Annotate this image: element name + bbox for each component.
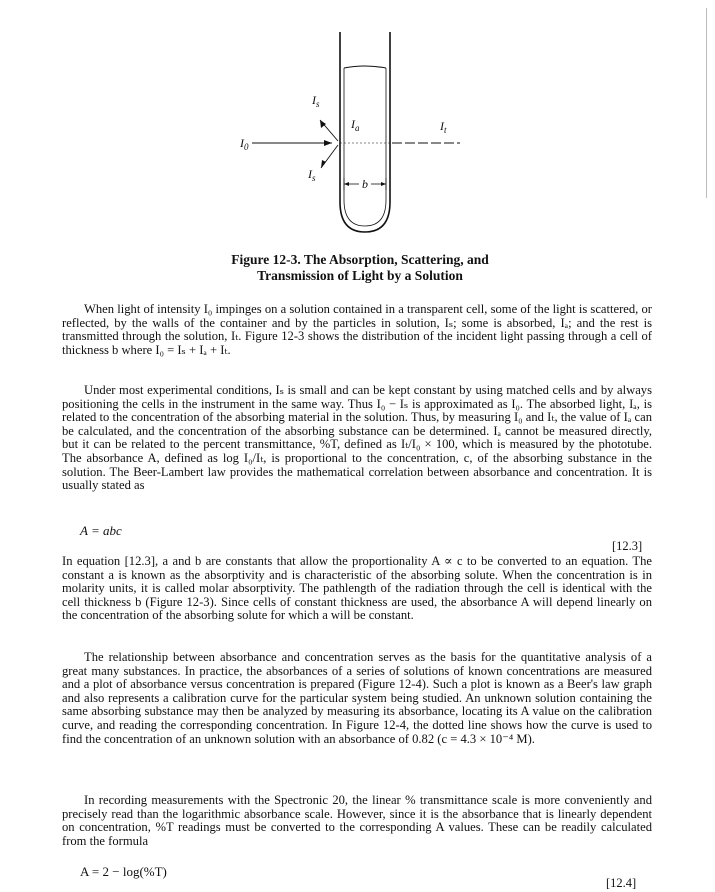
scattered-arrowhead-top <box>320 120 326 128</box>
paragraph-1 <box>62 303 652 357</box>
thickness-arrow-right <box>381 182 386 186</box>
equation-number-12-4: [12.4] <box>606 876 637 890</box>
label-is-bottom: $I_s$ <box>308 167 316 183</box>
paragraph-5 <box>62 794 652 848</box>
absorption-figure <box>220 20 460 245</box>
label-io: $I_0$ <box>240 136 249 152</box>
caption-line-2: Transmission of Light by a Solution <box>257 268 463 283</box>
paragraph-4-text: The relationship between absorbance and concentration serves as the basis for the quantitative analysis of a great many substances. In practice, the absorbances of a series of solutions of known concentrations are measured and a plot of absorbance versus concentration is prepared (Figure 12-4). Such a plot is known as a Beer's law graph and also represents a calibration curve for the particular system being studied. An unknown solution containing the same absorbing substance may then be analyzed by measuring its absorbance, locating its A value on the calibration curve, and reading the corresponding concentration. In Figure 12-4, the dotted line shows how the curve is used to find the concentration of an unknown solution with an absorbance of 0.82 (c = 4.3 × 10⁻⁴ M). <box>62 650 652 746</box>
thickness-arrow-left <box>344 182 349 186</box>
paragraph-3-text: In equation [12.3], a and b are constants that allow the proportionality A ∝ c to be converted to an equation. The constant a is known as the absorptivity and is characteristic of the absorbing solute. When the concentration is in molarity units, it is called molar absorptivity. The pathlength of the radiation through the cell is identical with the cell thickness b (Figure 12-3). Since cells of constant thickness are used, the absorbance A will depend linearly on the concentration of the absorbing solute for which a will be constant. <box>62 554 652 623</box>
solution-meniscus <box>344 66 386 68</box>
paragraph-1-text: When light of intensity I₀ impinges on a solution contained in a transparent cell, some of the light is scattered, or reflected, by the walls of the container and by the particles in solution, Iₛ; some is absorbed, Iₐ; and the rest is transmitted through the solution, Iₜ. Figure 12-3 shows the distribution of the incident light passing through a cell of thickness b where I₀ = Iₛ + Iₐ + Iₜ. <box>62 302 652 357</box>
equation-absorbance-from-transmittance: A = 2 − log(%T) <box>80 864 167 879</box>
paragraph-5-text: In recording measurements with the Spectronic 20, the linear % transmittance scale is more conveniently and precisely read than the logarithmic absorbance scale. However, since it is the absorbance that is linearly dependent on concentration, %T readings must be converted to the corresponding A values. These can be readily calculated from the formula <box>62 793 652 848</box>
caption-line-1: Figure 12-3. The Absorption, Scattering, and <box>231 252 489 267</box>
label-it: $I_t$ <box>440 119 447 135</box>
label-is-top: $I_s$ <box>312 93 320 109</box>
scan-margin-mark <box>706 8 707 198</box>
paragraph-3 <box>62 555 652 623</box>
scattered-arrowhead-bottom <box>321 160 326 168</box>
figure-caption <box>200 252 520 284</box>
paragraph-4 <box>62 651 652 746</box>
equation-beer-lambert: A = abc <box>80 523 122 538</box>
incident-arrowhead <box>324 140 332 146</box>
paragraph-2 <box>62 384 652 493</box>
label-b: b <box>362 177 368 191</box>
equation-number-12-3: [12.3] <box>612 539 643 553</box>
paragraph-2-text: Under most experimental conditions, Iₛ is small and can be kept constant by using matched cells and by always positioning the cells in the instrument in the same way. Thus I₀ − Iₛ is approximated as I₀. The absorbed light, Iₐ, is related to the concentration of the absorbing material in the solution. Thus, by measuring I₀ and Iₜ, the value of Iₐ can be calculated, and the concentration of the absorbing substance can be determined. Iₐ cannot be measured directly, but it can be related to the percent transmittance, %T, defined as Iₜ/I₀ × 100, which is measured by the phototube. The absorbance A, defined as log I₀/Iₜ, is proportional to the concentration, c, of the absorbing substance in the solution. The Beer-Lambert law provides the mathematical correlation between absorbance and concentration. It is usually stated as <box>62 383 652 493</box>
test-tube-outline <box>340 32 390 232</box>
label-ia: $I_a$ <box>351 117 360 133</box>
solution-bottom <box>344 200 386 226</box>
